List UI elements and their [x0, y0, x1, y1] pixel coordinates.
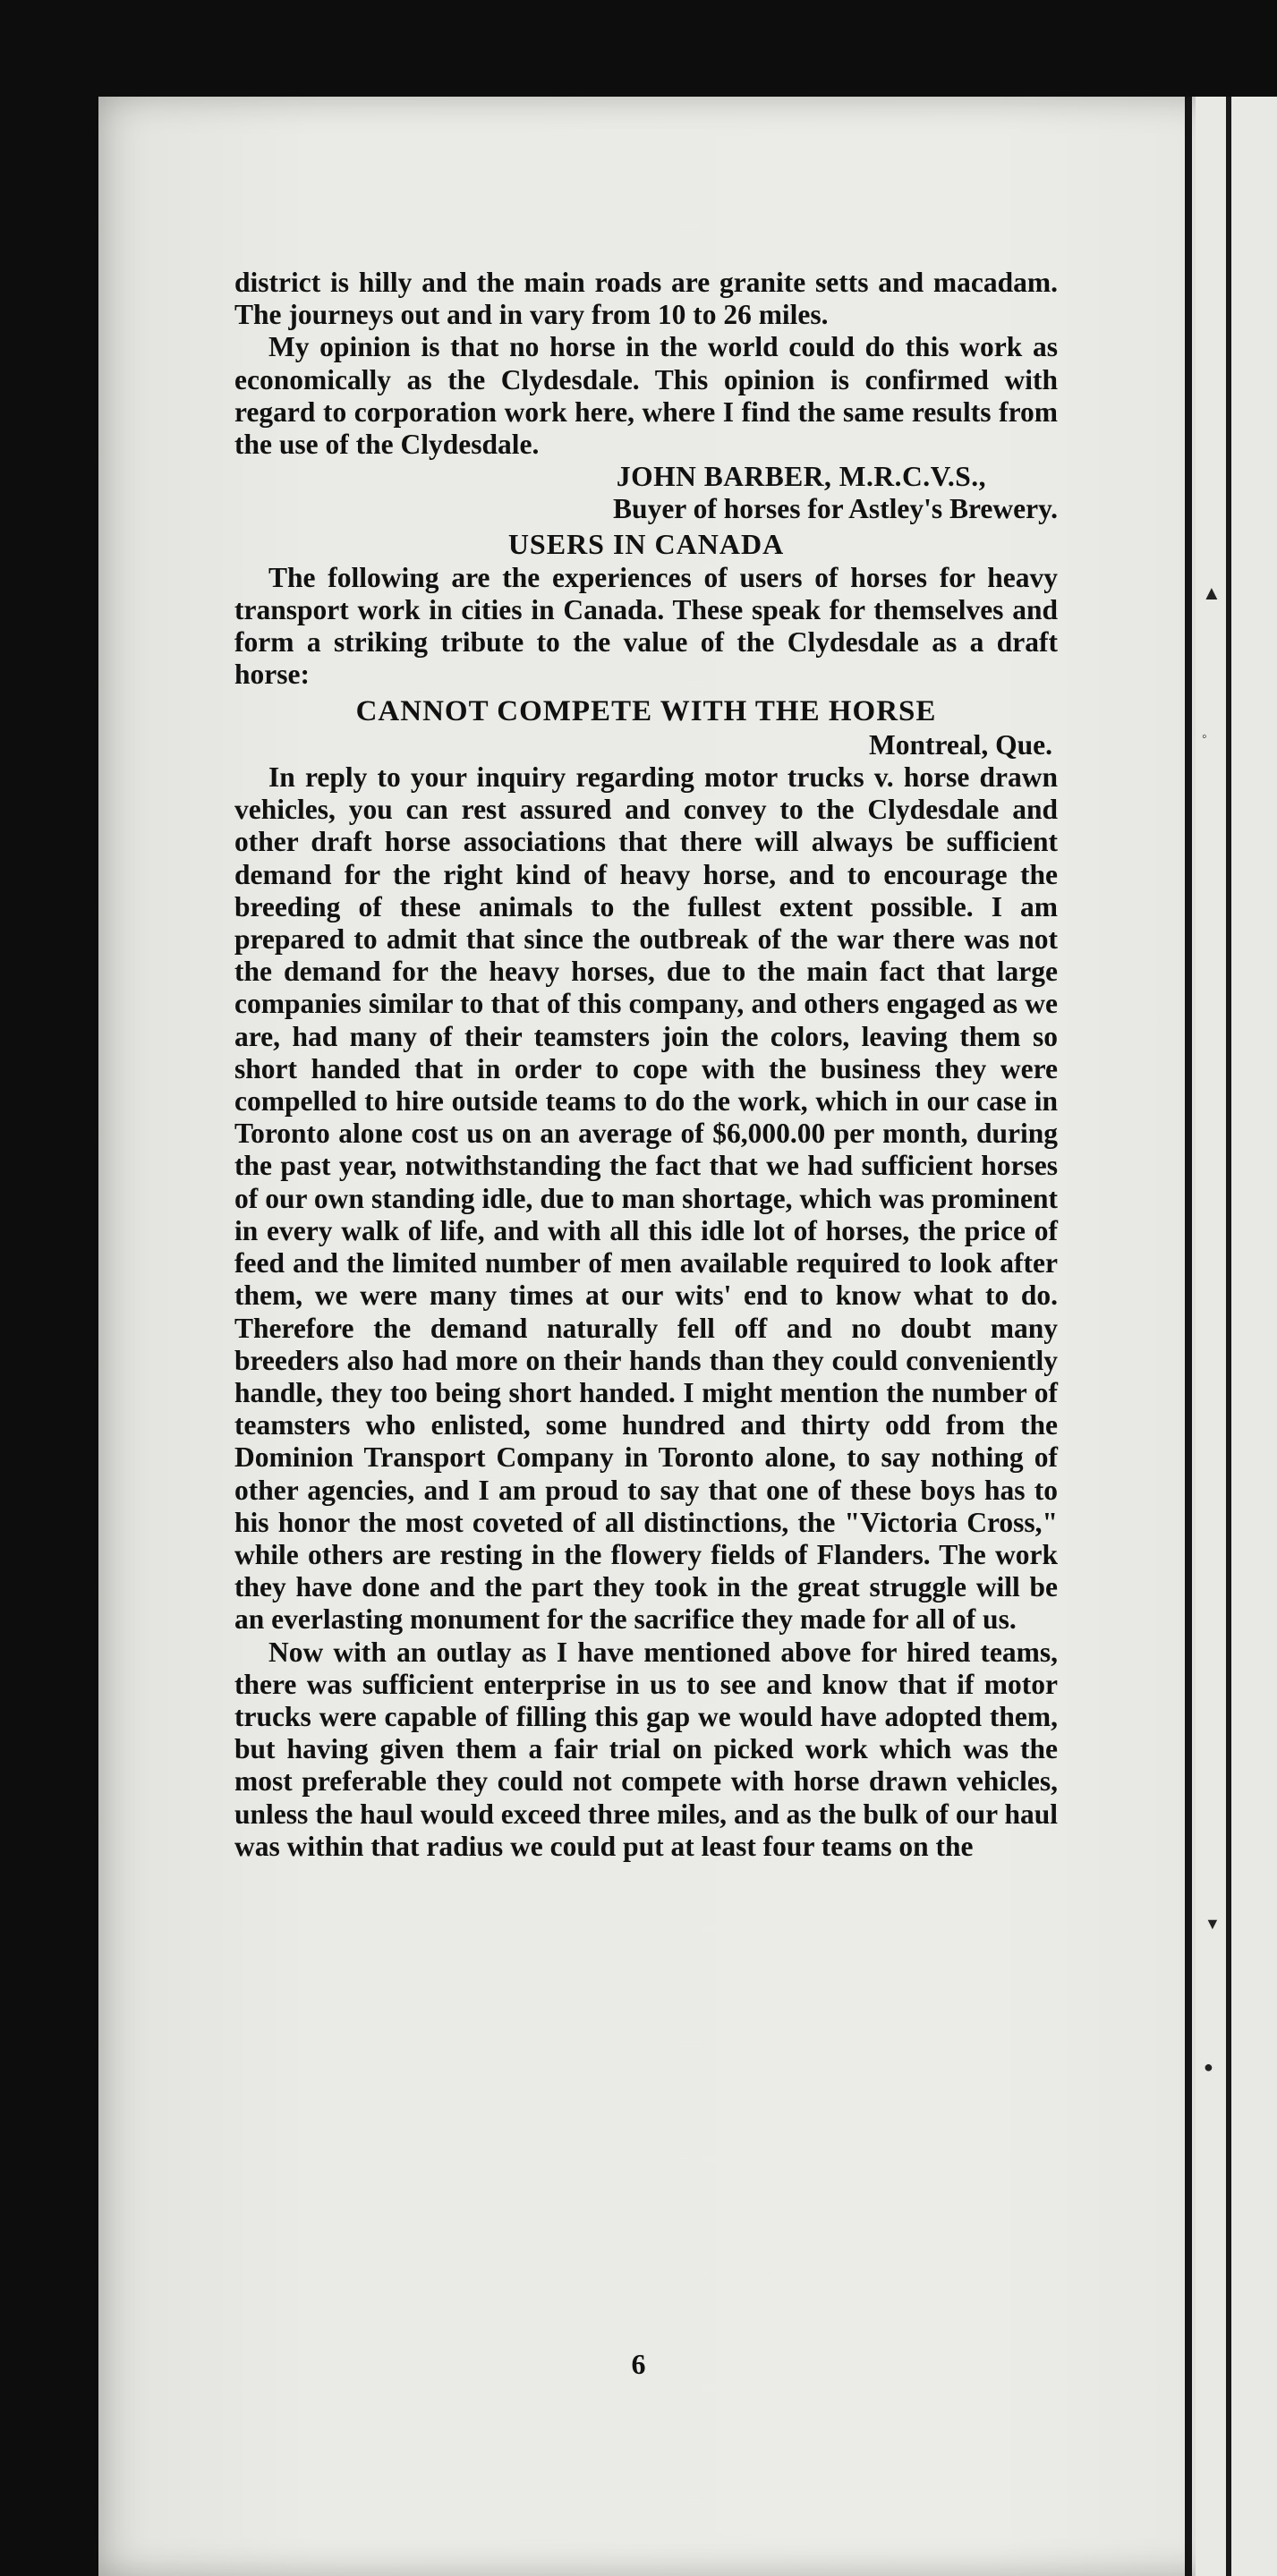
facing-page-border [1226, 97, 1231, 2576]
margin-mark-4: ● [1204, 2058, 1213, 2076]
margin-mark-1: ▲ [1202, 582, 1222, 604]
letter-paragraph-2: Now with an outlay as I have mentioned above for hired teams, there was sufficient enterprise in us to see and know that if motor trucks were capable of filling this gap we would have adopted them, but having given them a fair trial on picked work which was the most preferable they could not compete with horse drawn vehicles, unless the haul would exceed three miles, and as the bulk of our haul was within that radius we could put at least four teams on the [234, 1636, 1058, 1862]
letter-place: Montreal, Que. [868, 728, 1052, 761]
section-intro: The following are the experiences of users of horses for heavy transport work in cities in Canada. These speak for themselves and form a striking tribute to the value of the Clydesdale as a draft horse: [234, 561, 1058, 691]
signature-name: JOHN BARBER, M.R.C.V.S., [616, 461, 986, 493]
opinion-paragraph: My opinion is that no horse in the world could do this work as economically as the Clydesdale. This opinion is confirmed with regard to corporation work here, where I find the same results from the use of the Clydesdale. [234, 331, 1058, 461]
facing-page-edge [1196, 97, 1277, 2576]
signature-role: Buyer of horses for Astley's Brewery. [613, 493, 1058, 525]
intro-paragraph: district is hilly and the main roads are granite setts and macadam. The journeys out and in vary from 10 to 26 miles. [234, 267, 1058, 331]
page-number: 6 [631, 2348, 646, 2380]
letter-paragraph-1: In reply to your inquiry regarding motor trucks v. horse drawn vehicles, you can rest assured and convey to the Clydesdale and other draft horse associations that there will always be sufficient demand for the right kind of heavy horse, and to encourage the breeding of these animals to the fullest extent possible. I am prepared to admit that since the outbreak of the war there was not the demand for the heavy horses, due to the main fact that large companies similar to that of this company, and others engaged as we are, had many of their teamsters join the colors, leaving them so short handed that in order to cope with the business they were compelled to hire outside teams to do the work, which in our case in Toronto alone cost us on an average of $6,000.00 per month, during the past year, notwithstanding the fact that we had sufficient horses of our own standing idle, due to man shortage, which was prominent in every walk of life, and with all this idle lot of horses, the price of feed and the limited number of men available required to look after them, we were many times at our wits' end to know what to do. Therefore the demand naturally fell off and no doubt many breeders also had more on their hands than they could conveniently handle, they too being short handed. I might mention the number of teamsters who enlisted, some hundred and thirty odd from the Dominion Transport Company in Toronto alone, to say nothing of other agencies, and I am proud to say that one of these boys has to his honor the most coveted of all distinctions, the "Victoria Cross," while others are resting in the flowery fields of Flanders. The work they have done and the part they took in the great struggle will be an everlasting monument for the sacrifice they made for all of us. [234, 761, 1058, 1636]
section-heading: USERS IN CANADA [507, 527, 785, 560]
page-gutter [1185, 97, 1192, 2576]
margin-mark-2: ◦ [1202, 729, 1207, 744]
page-text [234, 267, 1058, 1863]
letter-heading: CANNOT COMPETE WITH THE HORSE [355, 694, 937, 727]
margin-mark-3: ▼ [1205, 1915, 1221, 1933]
